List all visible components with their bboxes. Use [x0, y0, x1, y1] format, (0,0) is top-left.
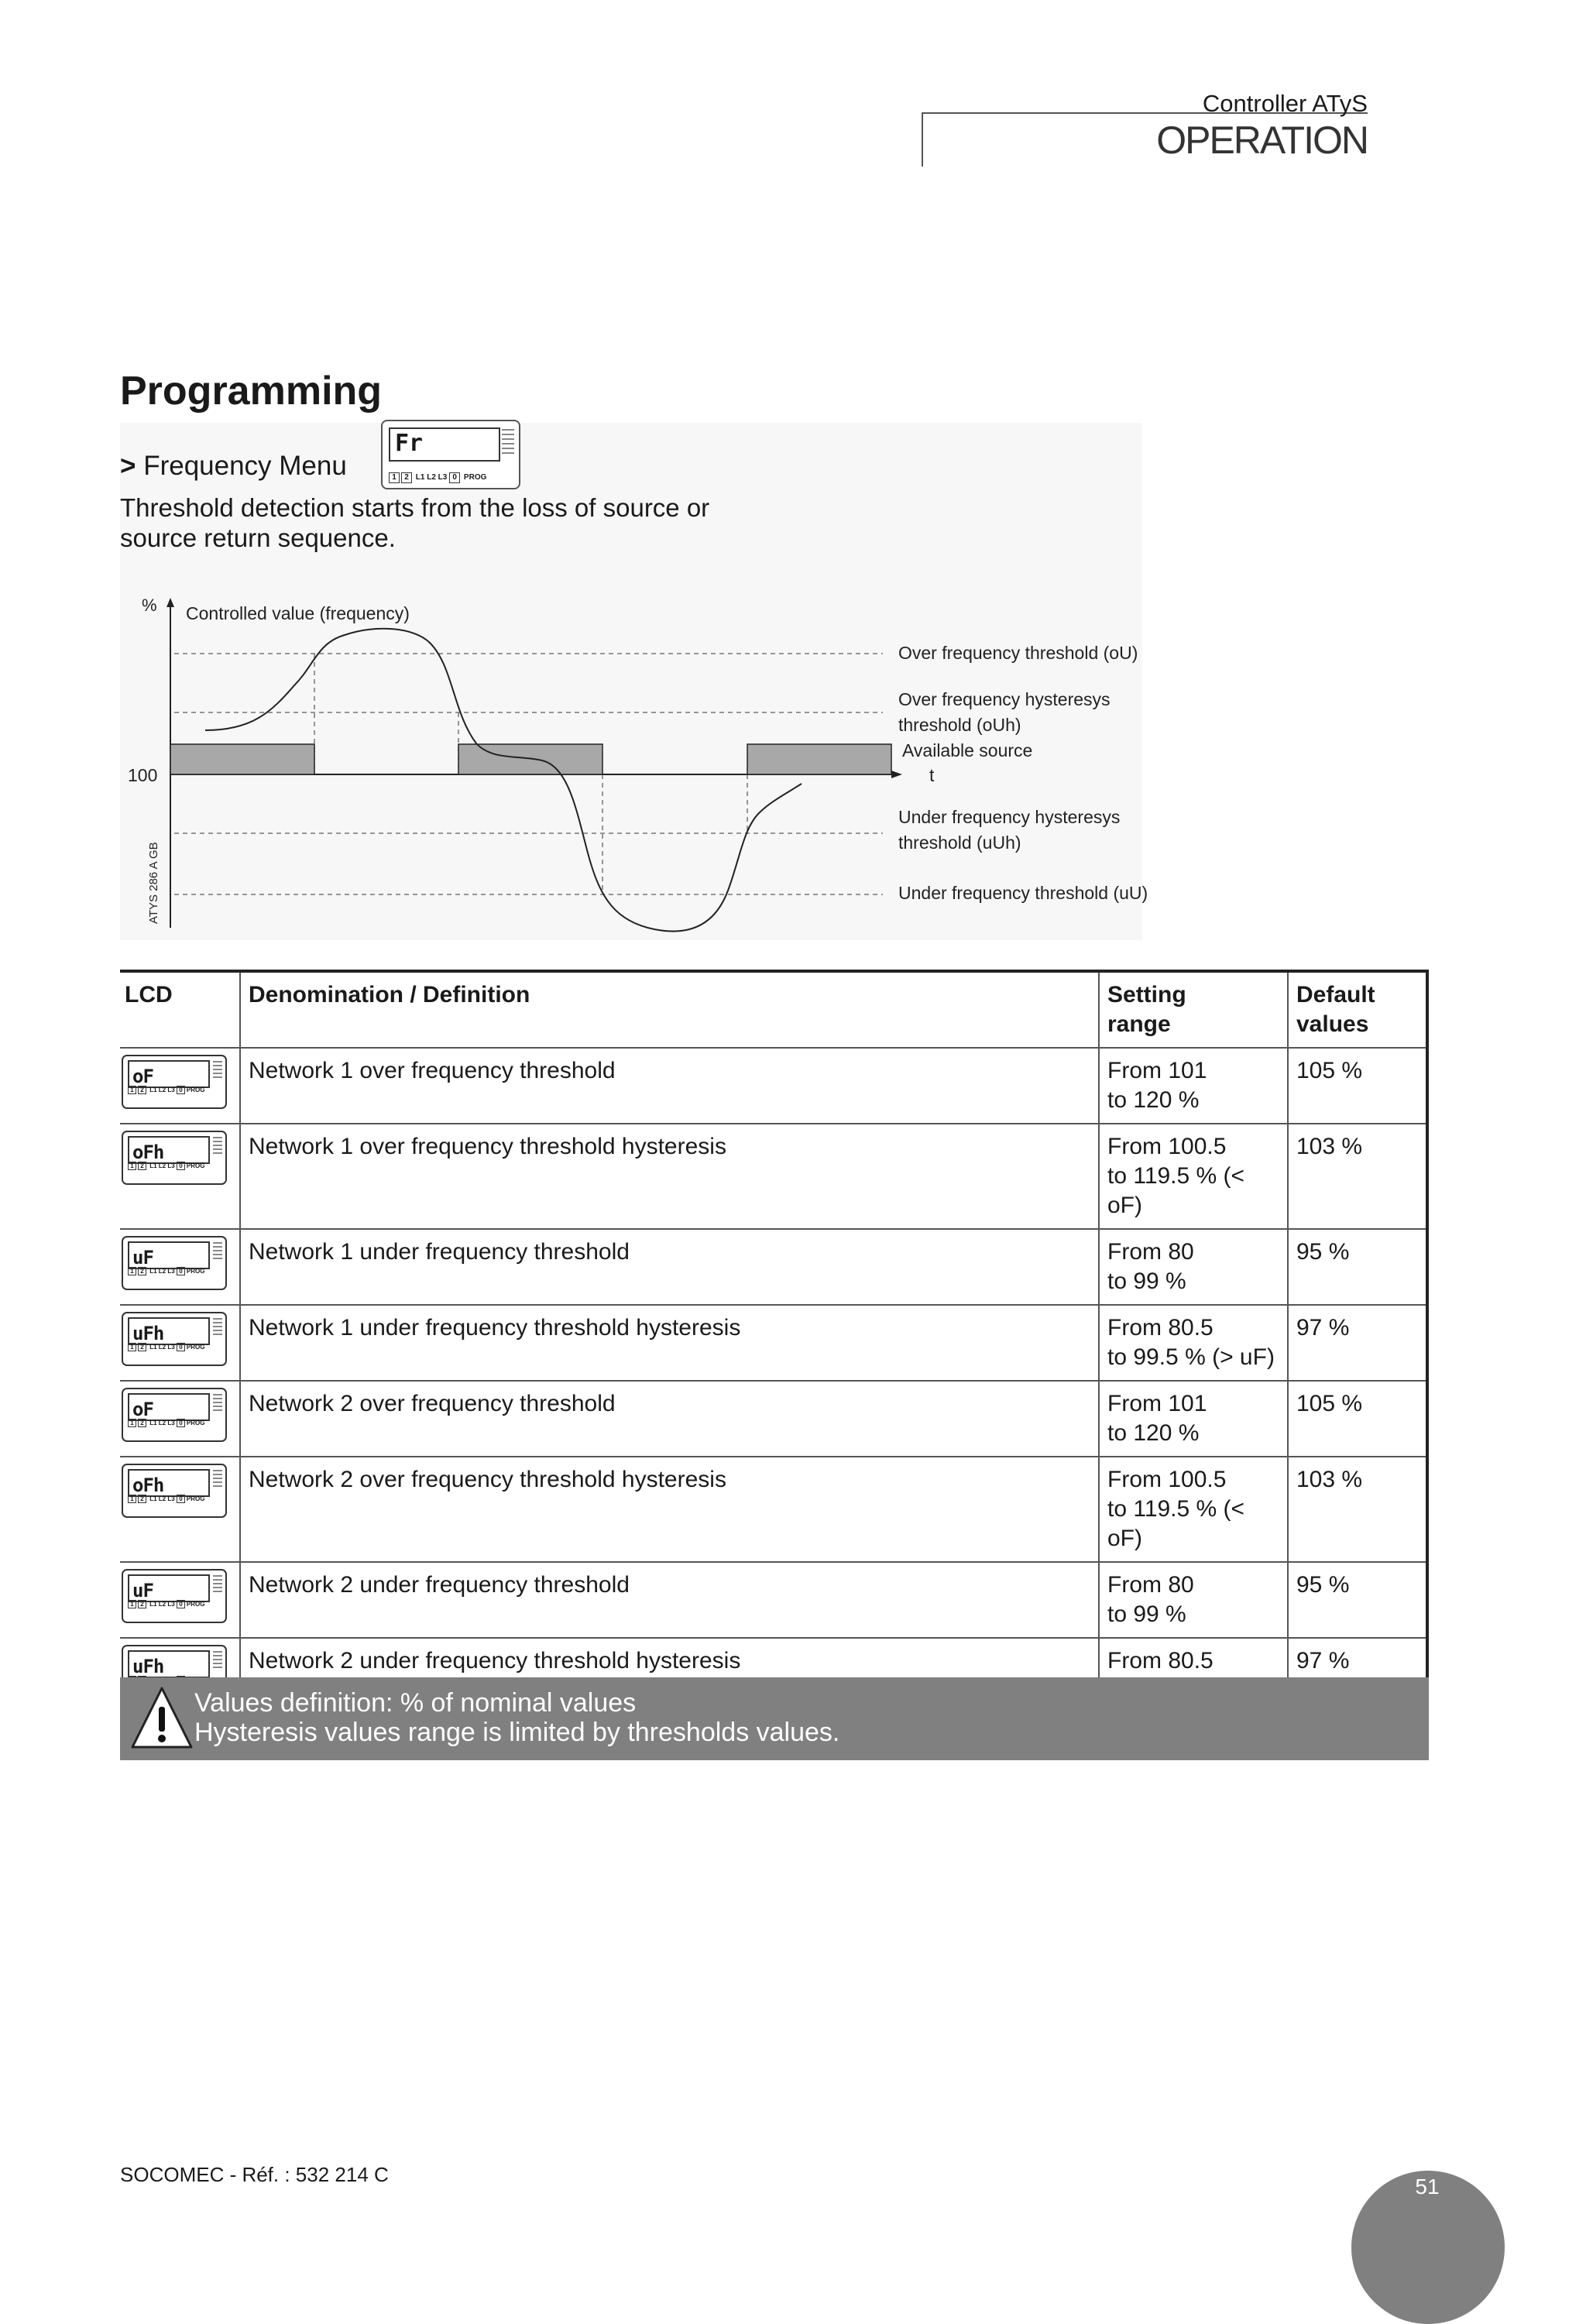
- side-reference-label: ATYS 286 A GB: [147, 842, 160, 924]
- lcd-cell: [120, 1124, 240, 1229]
- lcd-display-icon: oF 1 2 L1 L2 L3 0 PROG: [122, 1388, 227, 1442]
- frequency-parameters-table: [120, 970, 1429, 1716]
- warning-line-1: Values definition: % of nominal values: [194, 1688, 637, 1718]
- lcd-display-icon: uF 1 2 L1 L2 L3 0 PROG: [122, 1569, 227, 1623]
- lcd-code: oF: [132, 1066, 153, 1087]
- lcd-screen: [389, 427, 500, 462]
- lcd-cell: [120, 1305, 240, 1381]
- default-value-cell: 97 %: [1288, 1638, 1427, 1715]
- lcd-display-icon: uFh 1 2 L1 L2 L3 0 PROG: [122, 1312, 227, 1366]
- baseline-label: 100: [128, 765, 158, 785]
- lcd-display-icon: oFh 1 2 L1 L2 L3 0 PROG: [122, 1464, 227, 1518]
- table-row: [120, 1381, 1427, 1457]
- menu-lcd-display: [381, 420, 520, 489]
- lcd-cell: [120, 1381, 240, 1457]
- setting-range-cell: From 101 to 120 %: [1099, 1381, 1288, 1457]
- table-row: [120, 1305, 1427, 1381]
- lcd-cell: [120, 1048, 240, 1124]
- default-value-cell: 95 %: [1288, 1562, 1427, 1638]
- setting-range-cell: From 80.5: [1099, 1638, 1288, 1715]
- lcd-code: uF: [132, 1580, 153, 1601]
- lcd-cell: [120, 1457, 240, 1562]
- warning-banner: [120, 1677, 1429, 1760]
- header-setting: Setting range: [1099, 971, 1288, 1048]
- table-row: [120, 1457, 1427, 1562]
- lcd-code: oFh: [132, 1474, 164, 1496]
- lcd-display-icon: oF 1 2 L1 L2 L3 0 PROG: [122, 1055, 227, 1109]
- lcd-cell: [120, 1562, 240, 1638]
- default-value-cell: 97 %: [1288, 1305, 1427, 1381]
- intro-text: Threshold detection starts from the loss of source or source return sequence.: [120, 493, 710, 552]
- lcd-code: uF: [132, 1247, 153, 1268]
- menu-title-text: Frequency Menu: [143, 451, 347, 481]
- table-row: [120, 1048, 1427, 1124]
- header-rule-vertical: [922, 112, 923, 166]
- page-title: Programming: [120, 369, 383, 414]
- table-row: [120, 1229, 1427, 1305]
- definition-cell: Network 2 under frequency threshold: [240, 1562, 1099, 1638]
- label-ou: Over frequency threshold (oU): [898, 643, 1138, 663]
- label-uuh: Under frequency hysteresys threshold (uUh): [898, 807, 1121, 853]
- definition-cell: Network 1 over frequency threshold hysteresis: [240, 1124, 1099, 1229]
- setting-range-cell: From 80 to 99 %: [1099, 1562, 1288, 1638]
- lcd-code: Fr: [395, 430, 424, 457]
- setting-range-cell: From 80 to 99 %: [1099, 1229, 1288, 1305]
- lcd-code: oFh: [132, 1141, 164, 1163]
- y-axis-arrow: [166, 598, 174, 607]
- label-ouh: Over frequency hysteresys threshold (oUh): [898, 689, 1111, 735]
- setting-range-cell: From 100.5 to 119.5 % (< oF): [1099, 1457, 1288, 1562]
- default-value-cell: 95 %: [1288, 1229, 1427, 1305]
- warning-text: [194, 1688, 839, 1747]
- label-uu: Under frequency threshold (uU): [898, 883, 1148, 903]
- definition-cell: Network 2 under frequency threshold hysteresis: [240, 1638, 1099, 1715]
- lcd-cell: [120, 1229, 240, 1305]
- lcd-code: oF: [132, 1399, 153, 1420]
- setting-range-cell: From 100.5 to 119.5 % (< oF): [1099, 1124, 1288, 1229]
- definition-cell: Network 1 over frequency threshold: [240, 1048, 1099, 1124]
- frequency-curve: [205, 629, 802, 932]
- frequency-threshold-diagram: [120, 581, 1204, 945]
- default-value-cell: 103 %: [1288, 1124, 1427, 1229]
- available-source-block-1: [170, 744, 314, 774]
- definition-cell: Network 1 under frequency threshold: [240, 1229, 1099, 1305]
- definition-cell: Network 1 under frequency threshold hysteresis: [240, 1305, 1099, 1381]
- setting-range-cell: From 101 to 120 %: [1099, 1048, 1288, 1124]
- default-value-cell: 103 %: [1288, 1457, 1427, 1562]
- y-axis-label: %: [142, 596, 157, 615]
- header-subtitle: Controller ATyS: [1202, 90, 1368, 117]
- page-number: 51: [1415, 2175, 1440, 2199]
- curve-label: Controlled value (frequency): [186, 603, 410, 623]
- warning-triangle-icon: [129, 1685, 194, 1750]
- definition-cell: Network 2 over frequency threshold hysteresis: [240, 1457, 1099, 1562]
- table-row: [120, 1124, 1427, 1229]
- lcd-code: uFh: [132, 1656, 164, 1677]
- table-header-row: [120, 971, 1427, 1048]
- header-title: OPERATION: [1156, 118, 1368, 162]
- default-value-cell: 105 %: [1288, 1048, 1427, 1124]
- x-axis-label: t: [929, 765, 935, 785]
- warning-line-2: Hysteresis values range is limited by thresholds values.: [194, 1718, 840, 1747]
- available-source-block-3: [747, 744, 891, 774]
- table-row: [120, 1562, 1427, 1638]
- lcd-footer: 1 2 L1 L2 L3 0 PROG: [389, 472, 486, 483]
- menu-title: [120, 451, 347, 482]
- header-lcd: LCD: [120, 971, 240, 1048]
- lcd-side-legend: [502, 429, 514, 457]
- lcd-display-icon: oFh 1 2 L1 L2 L3 0 PROG: [122, 1131, 227, 1185]
- lcd-code: uFh: [132, 1323, 164, 1344]
- available-source-label: Available source: [902, 740, 1033, 760]
- setting-range-cell: From 80.5 to 99.5 % (> uF): [1099, 1305, 1288, 1381]
- definition-cell: Network 2 over frequency threshold: [240, 1381, 1099, 1457]
- header-default: Default values: [1288, 971, 1427, 1048]
- default-value-cell: 105 %: [1288, 1381, 1427, 1457]
- x-axis-arrow: [891, 771, 902, 778]
- header-definition: Denomination / Definition: [240, 971, 1099, 1048]
- lcd-display-icon: uF 1 2 L1 L2 L3 0 PROG: [122, 1236, 227, 1290]
- footer-reference: SOCOMEC - Réf. : 532 214 C: [120, 2163, 389, 2186]
- menu-arrow: >: [120, 451, 136, 481]
